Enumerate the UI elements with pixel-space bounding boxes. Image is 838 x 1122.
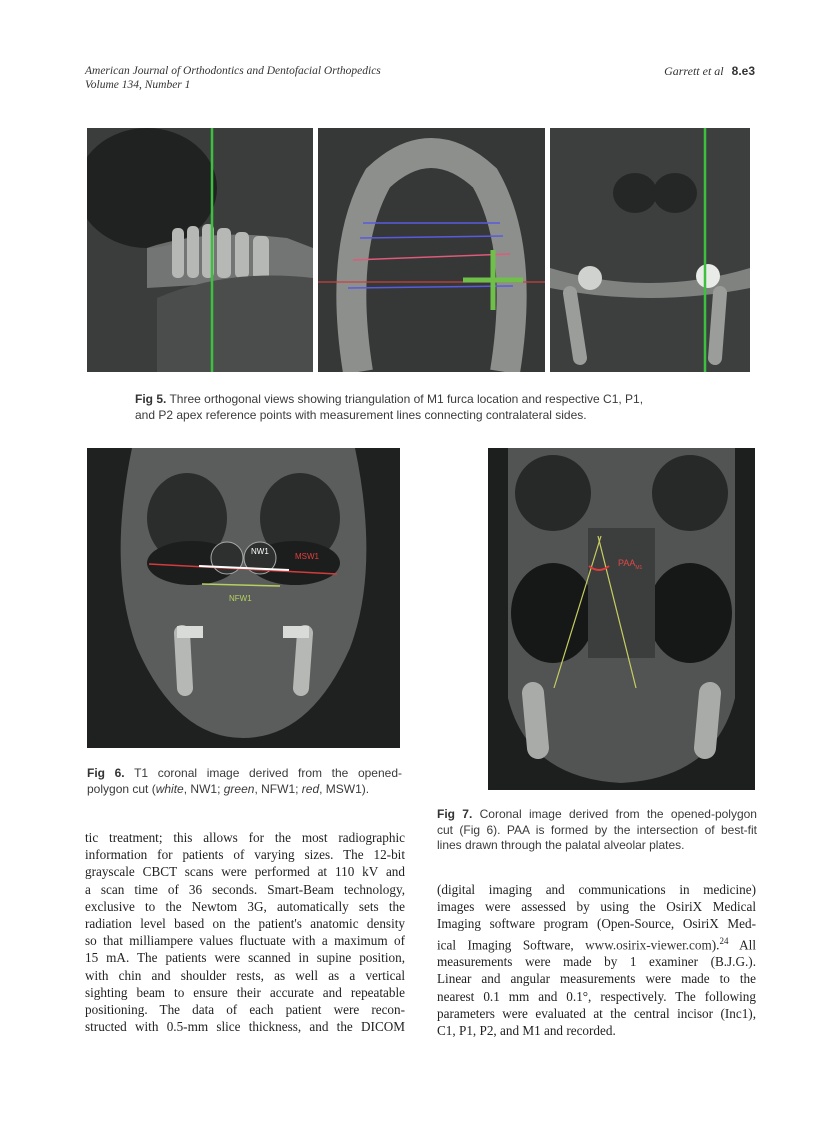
- fig7-label: Fig 7.: [437, 807, 473, 821]
- fig7-caption-line: Coronal image derived from the opened-polygon: [479, 807, 757, 821]
- paa-label: [618, 558, 642, 571]
- paa-subscript: M1: [635, 564, 643, 571]
- fig6-caption-text: polygon cut (: [87, 781, 156, 796]
- fig6-caption-text: , NW1;: [183, 781, 224, 796]
- body-line: Imaging software program (Open-Source, OsiriX Med-: [437, 916, 756, 932]
- fig7-caption: [437, 807, 757, 854]
- fig5-coronal-image: [550, 128, 750, 372]
- body-line: nearest 0.1 mm and 0.1°, respectively. The following: [437, 988, 756, 1004]
- fig7-caption-line: cut (Fig 6). PAA is formed by the intersection of best-fit: [437, 822, 757, 837]
- running-header-left: [85, 64, 381, 92]
- body-text: ical Imaging Software,: [437, 937, 586, 952]
- fig5-sagittal-view: [87, 128, 313, 372]
- nfw1-label: NFW1: [229, 594, 252, 603]
- body-line: information for patients of varying sizes. The 12-bit: [85, 847, 405, 863]
- fig6-label: Fig 6.: [87, 766, 125, 780]
- fig7-ct-scan: [488, 448, 755, 790]
- fig6-caption-text: , NFW1;: [254, 781, 302, 796]
- body-line: parameters were evaluated at the central incisor (Inc1),: [437, 1005, 756, 1021]
- fig6-caption-green: green: [223, 781, 255, 796]
- body-line: sighting beam to ensure their accurate and repeatable: [85, 984, 405, 1000]
- fig6-caption-white: white: [155, 781, 184, 796]
- body-line: a scan time of 36 seconds. Smart-Beam technology,: [85, 881, 405, 897]
- fig6-caption: [87, 766, 402, 797]
- authors: Garrett et al: [664, 64, 724, 78]
- fig5-caption: [135, 392, 715, 423]
- body-line: grayscale CBCT scans were performed at 110 kV and: [85, 864, 405, 880]
- osirix-url-link[interactable]: www.osirix-viewer.com: [585, 937, 712, 952]
- fig5-caption-line: Three orthogonal views showing triangulation of M1 furca location and respective C1, P1,: [169, 392, 644, 406]
- fig6-image: [87, 448, 400, 748]
- body-line: measurements were made by 1 examiner (B.J.G.).: [437, 954, 756, 970]
- page-number: 8.e3: [731, 64, 755, 78]
- body-line: so that milliampere values fluctuate with a maximum of: [85, 933, 405, 949]
- body-line: Linear and angular measurements were made to the: [437, 971, 756, 987]
- body-line: (digital imaging and communications in medicine): [437, 882, 756, 897]
- fig5-coronal-view: [550, 128, 750, 372]
- body-line: with chin and shoulder rests, as well as a vertical: [85, 967, 405, 983]
- body-line: exclusive to the Newtom 3G, automatically sets the: [85, 898, 405, 914]
- nw1-label: NW1: [251, 547, 269, 556]
- body-line: 15 mA. The patients were scanned in supine position,: [85, 950, 405, 966]
- body-text: All: [728, 937, 756, 952]
- fig6-caption-text: T1 coronal image derived from the opened-: [134, 766, 402, 780]
- fig6-caption-text: , MSW1).: [319, 781, 370, 796]
- body-line: C1, P1, P2, and M1 and recorded.: [437, 1023, 616, 1039]
- body-line: structed with 0.5-mm slice thickness, and the DICOM: [85, 1019, 405, 1035]
- running-header-right: [664, 64, 755, 78]
- fig6-caption-red: red: [301, 781, 320, 796]
- body-line: tic treatment; this allows for the most radiographic: [85, 830, 405, 845]
- paa-text: PAA: [618, 558, 636, 568]
- body-line: [437, 933, 756, 954]
- body-line: positioning. The data of each patient were recon-: [85, 1002, 405, 1018]
- body-line: radiation level based on the patient's anatomic density: [85, 916, 405, 932]
- fig5-caption-line: and P2 apex reference points with measurement lines connecting contralateral sides.: [135, 407, 587, 422]
- fig5-axial-image: [318, 128, 545, 372]
- body-text: ).: [711, 937, 720, 952]
- fig5-sagittal-image: [87, 128, 313, 372]
- msw1-label: MSW1: [295, 552, 319, 561]
- body-text-right-column: [437, 881, 756, 1039]
- fig5-label: Fig 5.: [135, 392, 167, 406]
- fig7-image: [488, 448, 755, 790]
- journal-title: American Journal of Orthodontics and Dentofacial Orthopedics: [85, 65, 381, 77]
- reference-superscript: 24: [719, 935, 729, 946]
- journal-volume: Volume 134, Number 1: [85, 79, 191, 91]
- fig7-caption-line: lines drawn through the palatal alveolar plates.: [437, 838, 685, 852]
- fig5-axial-view: [318, 128, 545, 372]
- body-text-left-column: [85, 829, 405, 1035]
- body-line: images were assessed by using the OsiriX Medical: [437, 899, 756, 915]
